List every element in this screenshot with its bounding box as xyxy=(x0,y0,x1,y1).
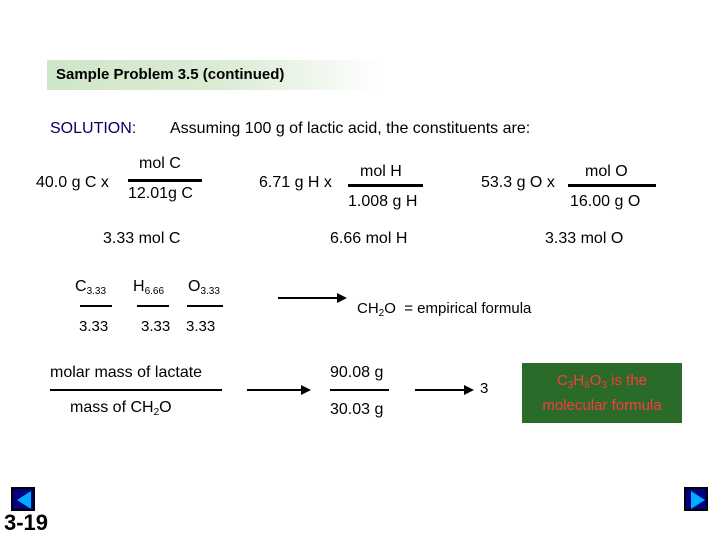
arrow-to-values xyxy=(247,389,302,391)
carbon-numerator: mol C xyxy=(139,155,181,172)
formula-hydrogen: $H_{6.66}$ xyxy=(133,278,165,297)
divisor-bar-o xyxy=(187,305,223,307)
carbon-given: 40.0 g C x xyxy=(36,174,109,191)
oxygen-numerator: mol O xyxy=(585,163,628,180)
answer-line-1: $C_3H_6O_3$ is the xyxy=(556,371,648,391)
hydrogen-given: 6.71 g H x xyxy=(259,174,332,191)
value-fraction-bar xyxy=(330,389,389,391)
formula-carbon: $C_{3.33}$ xyxy=(75,278,107,297)
carbon-denominator: 12.01g C xyxy=(128,185,193,202)
formula-oxygen: $O_{3.33}$ xyxy=(188,278,220,297)
divisor-bar-h xyxy=(137,305,169,307)
lactate-value: 90.08 g xyxy=(330,364,384,381)
solution-label: SOLUTION: xyxy=(50,120,137,137)
carbon-result: 3.33 mol C xyxy=(103,230,181,247)
hydrogen-fraction-bar xyxy=(348,184,423,187)
molecular-formula-box xyxy=(522,363,682,423)
oxygen-denominator: 16.00 g O xyxy=(570,193,641,210)
answer-line-2: molecular formula xyxy=(542,396,662,414)
hydrogen-result: 6.66 mol H xyxy=(330,230,408,247)
hydrogen-numerator: mol H xyxy=(360,163,402,180)
ratio-value: 3 xyxy=(480,380,489,397)
carbon-fraction-bar xyxy=(128,179,202,182)
arrow-to-ratio xyxy=(415,389,465,391)
divisor-o: 3.33 xyxy=(186,318,216,335)
next-slide-button[interactable] xyxy=(684,487,708,511)
slide-title: Sample Problem 3.5 (continued) xyxy=(56,66,285,83)
ch2o-value: 30.03 g xyxy=(330,401,384,418)
lactate-label: molar mass of lactate xyxy=(50,364,203,381)
previous-slide-button[interactable] xyxy=(11,487,35,511)
oxygen-given: 53.3 g O x xyxy=(481,174,555,191)
divisor-bar-c xyxy=(80,305,112,307)
oxygen-fraction-bar xyxy=(568,184,656,187)
intro-text: Assuming 100 g of lactic acid, the constituents are: xyxy=(170,120,531,137)
arrow-to-empirical xyxy=(278,297,338,299)
ch2o-mass-label: mass of $CH_2O$ xyxy=(70,399,172,418)
divisor-c: 3.33 xyxy=(79,318,109,335)
previous-arrow-icon xyxy=(17,491,31,509)
divisor-h: 3.33 xyxy=(141,318,171,335)
empirical-formula: $CH_2O$ = empirical formula xyxy=(357,300,532,319)
slide-number: 3-19 xyxy=(4,510,49,535)
oxygen-result: 3.33 mol O xyxy=(545,230,624,247)
molar-fraction-bar xyxy=(50,389,222,391)
hydrogen-denominator: 1.008 g H xyxy=(348,193,418,210)
next-arrow-icon xyxy=(691,491,705,509)
